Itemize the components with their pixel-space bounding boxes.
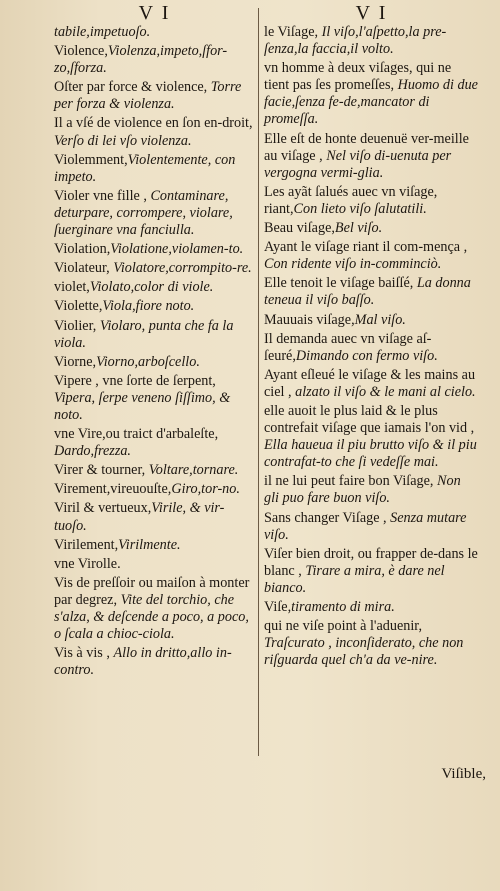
italian-gloss: Non gli puo fare buon viſo. <box>264 473 465 507</box>
dictionary-entry <box>264 312 479 329</box>
dictionary-entry <box>54 152 255 186</box>
dictionary-entry <box>54 373 255 424</box>
dictionary-entry <box>54 645 255 679</box>
dictionary-entry <box>54 537 255 554</box>
left-column <box>54 0 255 891</box>
right-column <box>264 0 482 891</box>
dictionary-entry <box>264 131 479 182</box>
running-head-left: V I <box>138 2 171 24</box>
french-headword: Elle tenoit le viſage baiſſé, <box>264 275 417 292</box>
dictionary-entry <box>54 462 255 479</box>
left-entries <box>54 24 255 679</box>
french-headword: Violemment, <box>54 151 128 168</box>
dictionary-entry <box>54 79 255 113</box>
italian-gloss: Senza mutare viſo. <box>264 509 471 543</box>
italian-gloss: Giro,tor-no. <box>171 481 240 498</box>
french-headword: Oſter par force & violence, <box>54 79 211 96</box>
french-headword: Virilement, <box>54 536 119 553</box>
french-headword: Viorne, <box>54 353 97 370</box>
french-headword: Vis à vis , <box>54 645 114 662</box>
french-headword: Viſe, <box>264 599 292 615</box>
italian-gloss: Violentemente, con impeto. <box>54 151 239 185</box>
french-headword: Virement,vireuouſte, <box>54 481 172 498</box>
italian-gloss: Viorno,arboſcello. <box>96 353 200 370</box>
french-headword: vn homme à deux viſages, qui ne tient pas ſes promeſſes, <box>264 60 455 94</box>
dictionary-entry <box>54 188 255 239</box>
italian-gloss: Huomo di due facie,ſenza fe-de,mancator di promeſſa. <box>264 77 482 128</box>
italian-gloss: Verſo di lei vſo violenza. <box>54 132 192 149</box>
french-headword: Vis de preſſoir ou maiſon à monter par degrez, <box>54 574 253 608</box>
dictionary-entry <box>54 500 255 534</box>
right-entries <box>264 24 482 669</box>
french-headword: vne Virolle. <box>54 555 121 572</box>
italian-gloss: Tirare a mira, è dare nel bianco. <box>264 562 449 596</box>
dictionary-entry <box>264 545 482 597</box>
dictionary-entry <box>54 241 255 258</box>
french-headword: Violation, <box>54 241 111 258</box>
dictionary-entry <box>54 298 255 315</box>
italian-gloss: Contaminare, deturpare, corrompere, violare, ſuerginare vna fanciulla. <box>54 187 237 239</box>
dictionary-entry <box>264 239 479 273</box>
italian-gloss: tabile,impetuoſo. <box>54 24 151 40</box>
italian-gloss: Vipera, ſerpe veneno ſiſſimo, & noto. <box>54 389 234 423</box>
italian-gloss: Allo in dritto,allo in-contro. <box>54 645 232 679</box>
dictionary-entry <box>264 510 479 544</box>
dictionary-entry <box>264 618 479 669</box>
french-headword: qui ne viſe point à l'aduenir, <box>264 618 426 635</box>
italian-gloss: Mal viſo. <box>354 311 406 328</box>
french-headword: Il a vſé de violence en ſon en-droit, <box>54 115 257 132</box>
dictionary-entry <box>264 331 479 365</box>
french-headword: Beau viſage, <box>264 220 335 237</box>
dictionary-entry <box>54 279 255 296</box>
french-headword: Violier, <box>54 317 100 334</box>
italian-gloss: Voltare,tornare. <box>148 462 239 479</box>
running-head-right: V I <box>355 2 388 24</box>
italian-gloss: Virilmente. <box>118 536 181 553</box>
dictionary-entry <box>54 43 255 77</box>
french-headword: Mauuais viſage, <box>264 311 355 328</box>
french-headword: Elle eſt de honte deuenuë ver-meille au viſage , <box>264 130 473 164</box>
french-headword: Viril & vertueux, <box>54 500 152 517</box>
italian-gloss: Violatione,violamen-to. <box>110 241 244 258</box>
italian-gloss: Dimando con fermo viſo. <box>295 347 438 364</box>
italian-gloss: Ella haueua il piu brutto viſo & il piu contrafat-to che ſi vedeſſe mai. <box>264 437 481 471</box>
italian-gloss: Violaro, punta che fa la viola. <box>54 317 237 351</box>
italian-gloss: Bel viſo. <box>334 220 383 237</box>
italian-gloss: Con lieto viſo ſalutatili. <box>293 200 427 217</box>
french-headword: il ne lui peut faire bon Viſage, <box>264 473 438 490</box>
italian-gloss: Viola,fiore noto. <box>102 298 195 315</box>
italian-gloss: Torre per forza & violenza. <box>54 79 245 113</box>
dictionary-entry <box>264 473 479 507</box>
french-headword: Ayant eſleué le viſage & les mains au ciel , <box>264 366 479 400</box>
italian-gloss: Traſcurato , inconſiderato, che non riſguarda quel ch'a da ve-nire. <box>264 635 467 669</box>
dictionary-entry <box>264 599 479 616</box>
column-rule <box>258 8 259 756</box>
dictionary-entry <box>54 24 255 41</box>
italian-gloss: alzato il viſo & le mani al cielo. <box>295 383 476 400</box>
dictionary-entry <box>54 556 255 573</box>
italian-gloss: Violatore,corrompito-re. <box>113 260 252 277</box>
french-headword: Violette, <box>54 298 103 315</box>
italian-gloss: tiramento di mira. <box>291 599 395 615</box>
dictionary-entry <box>264 24 479 58</box>
french-headword: Il demanda auec vn viſage aſ-ſeuré, <box>264 330 432 364</box>
italian-gloss: Il viſo,l'aſpetto,la pre-ſenza,la faccia,il volto. <box>264 24 447 58</box>
french-headword: violet, <box>54 279 90 296</box>
dictionary-entry <box>264 220 479 237</box>
french-headword: Violateur, <box>54 260 114 277</box>
italian-gloss: Vite del torchio, che s'alza, & deſcende a poco, a poco, o ſcala a chioc-ciola. <box>54 591 253 643</box>
dictionary-entry <box>54 575 255 643</box>
dictionary-entry <box>54 426 255 460</box>
dictionary-entry <box>264 403 479 471</box>
dictionary-entry <box>54 260 255 277</box>
italian-gloss: Con ridente viſo in-comminciò. <box>264 256 442 273</box>
french-headword: Les ayãt ſalués auec vn viſage, riant, <box>264 183 441 217</box>
italian-gloss: Violato,color di viole. <box>89 279 214 296</box>
french-headword: Violence, <box>54 43 108 60</box>
dictionary-entry <box>54 481 255 498</box>
dictionary-entry <box>264 184 479 218</box>
dictionary-entry <box>264 60 482 128</box>
french-headword: le Viſage, <box>264 24 322 40</box>
italian-gloss: Nel viſo di-uenuta per vergogna vermi-glia. <box>264 147 455 181</box>
french-headword: Violer vne fille , <box>54 187 151 204</box>
french-headword: Viſer bien droit, ou frapper de-dans le blanc , <box>264 545 482 579</box>
dictionary-entry <box>54 318 255 352</box>
italian-gloss: Virile, & vir-tuoſo. <box>54 500 225 534</box>
french-headword: Sans changer Viſage , <box>264 509 391 526</box>
catchword: Viſible, <box>441 766 486 782</box>
french-headword: Ayant le viſage riant il com-mença , <box>264 239 471 256</box>
italian-gloss: La donna teneua il viſo baſſo. <box>264 275 475 309</box>
dictionary-entry <box>54 354 255 371</box>
french-headword: Vipere , vne ſorte de ſerpent, <box>54 372 220 389</box>
italian-gloss: Violenza,impeto,ſfor-zo,ſforza. <box>54 43 228 77</box>
italian-gloss: Dardo,frezza. <box>54 443 131 460</box>
dictionary-entry <box>264 275 479 309</box>
french-headword: elle auoit le plus laid & le plus contrefait viſage que iamais l'on vid , <box>264 402 478 437</box>
french-headword: vne Vire,ou traict d'arbaleſte, <box>54 426 222 443</box>
french-headword: Virer & tourner, <box>54 462 149 479</box>
dictionary-entry <box>54 115 255 149</box>
dictionary-entry <box>264 367 479 401</box>
